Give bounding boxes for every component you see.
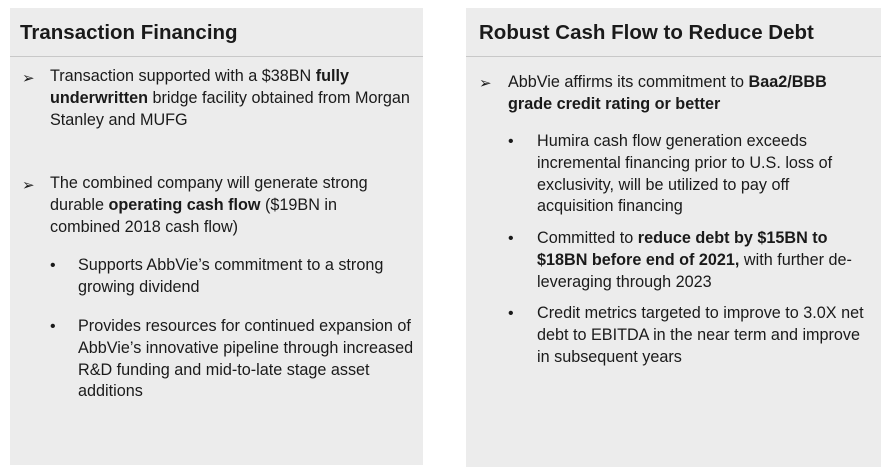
dot-bullet-icon: •: [508, 305, 514, 322]
robust-cash-flow-panel: [466, 8, 881, 467]
arrow-bullet-icon: ➢: [22, 177, 35, 194]
panel-title: Transaction Financing: [10, 8, 423, 57]
dot-bullet-icon: •: [50, 318, 56, 335]
dot-bullet-icon: •: [50, 257, 56, 274]
transaction-financing-panel: [10, 8, 423, 465]
dot-bullet-icon: •: [508, 230, 514, 247]
bullet-credit-rating: AbbVie affirms its commitment to Baa2/BBB grade credit rating or better: [508, 73, 827, 113]
arrow-bullet-icon: ➢: [22, 70, 35, 87]
sub-bullet-reduce-debt: Committed to reduce debt by $15BN to $18BN before end of 2021, with further de-leveraging through 2023: [537, 229, 852, 291]
dot-bullet-icon: •: [508, 133, 514, 150]
sub-bullet-dividend: Supports AbbVie’s commitment to a strong growing dividend: [78, 256, 384, 296]
sub-bullet-humira: Humira cash flow generation exceeds incremental financing prior to U.S. loss of exclusivity, will be utilized to pay off acquisition financing: [537, 132, 833, 216]
bullet-bridge-facility: Transaction supported with a $38BN fully underwritten bridge facility obtained from Morgan Stanley and MUFG: [50, 67, 410, 129]
arrow-bullet-icon: ➢: [479, 75, 492, 92]
sub-bullet-pipeline: Provides resources for continued expansion of AbbVie’s innovative pipeline through increased R&D funding and mid-to-late stage asset additions: [78, 317, 414, 401]
bullet-operating-cash-flow: The combined company will generate strong durable operating cash flow ($19BN in combined 2018 cash flow): [50, 174, 368, 236]
panel-title: Robust Cash Flow to Reduce Debt: [466, 8, 881, 57]
sub-bullet-credit-metrics: Credit metrics targeted to improve to 3.0X net debt to EBITDA in the near term and improve in subsequent years: [537, 304, 864, 366]
